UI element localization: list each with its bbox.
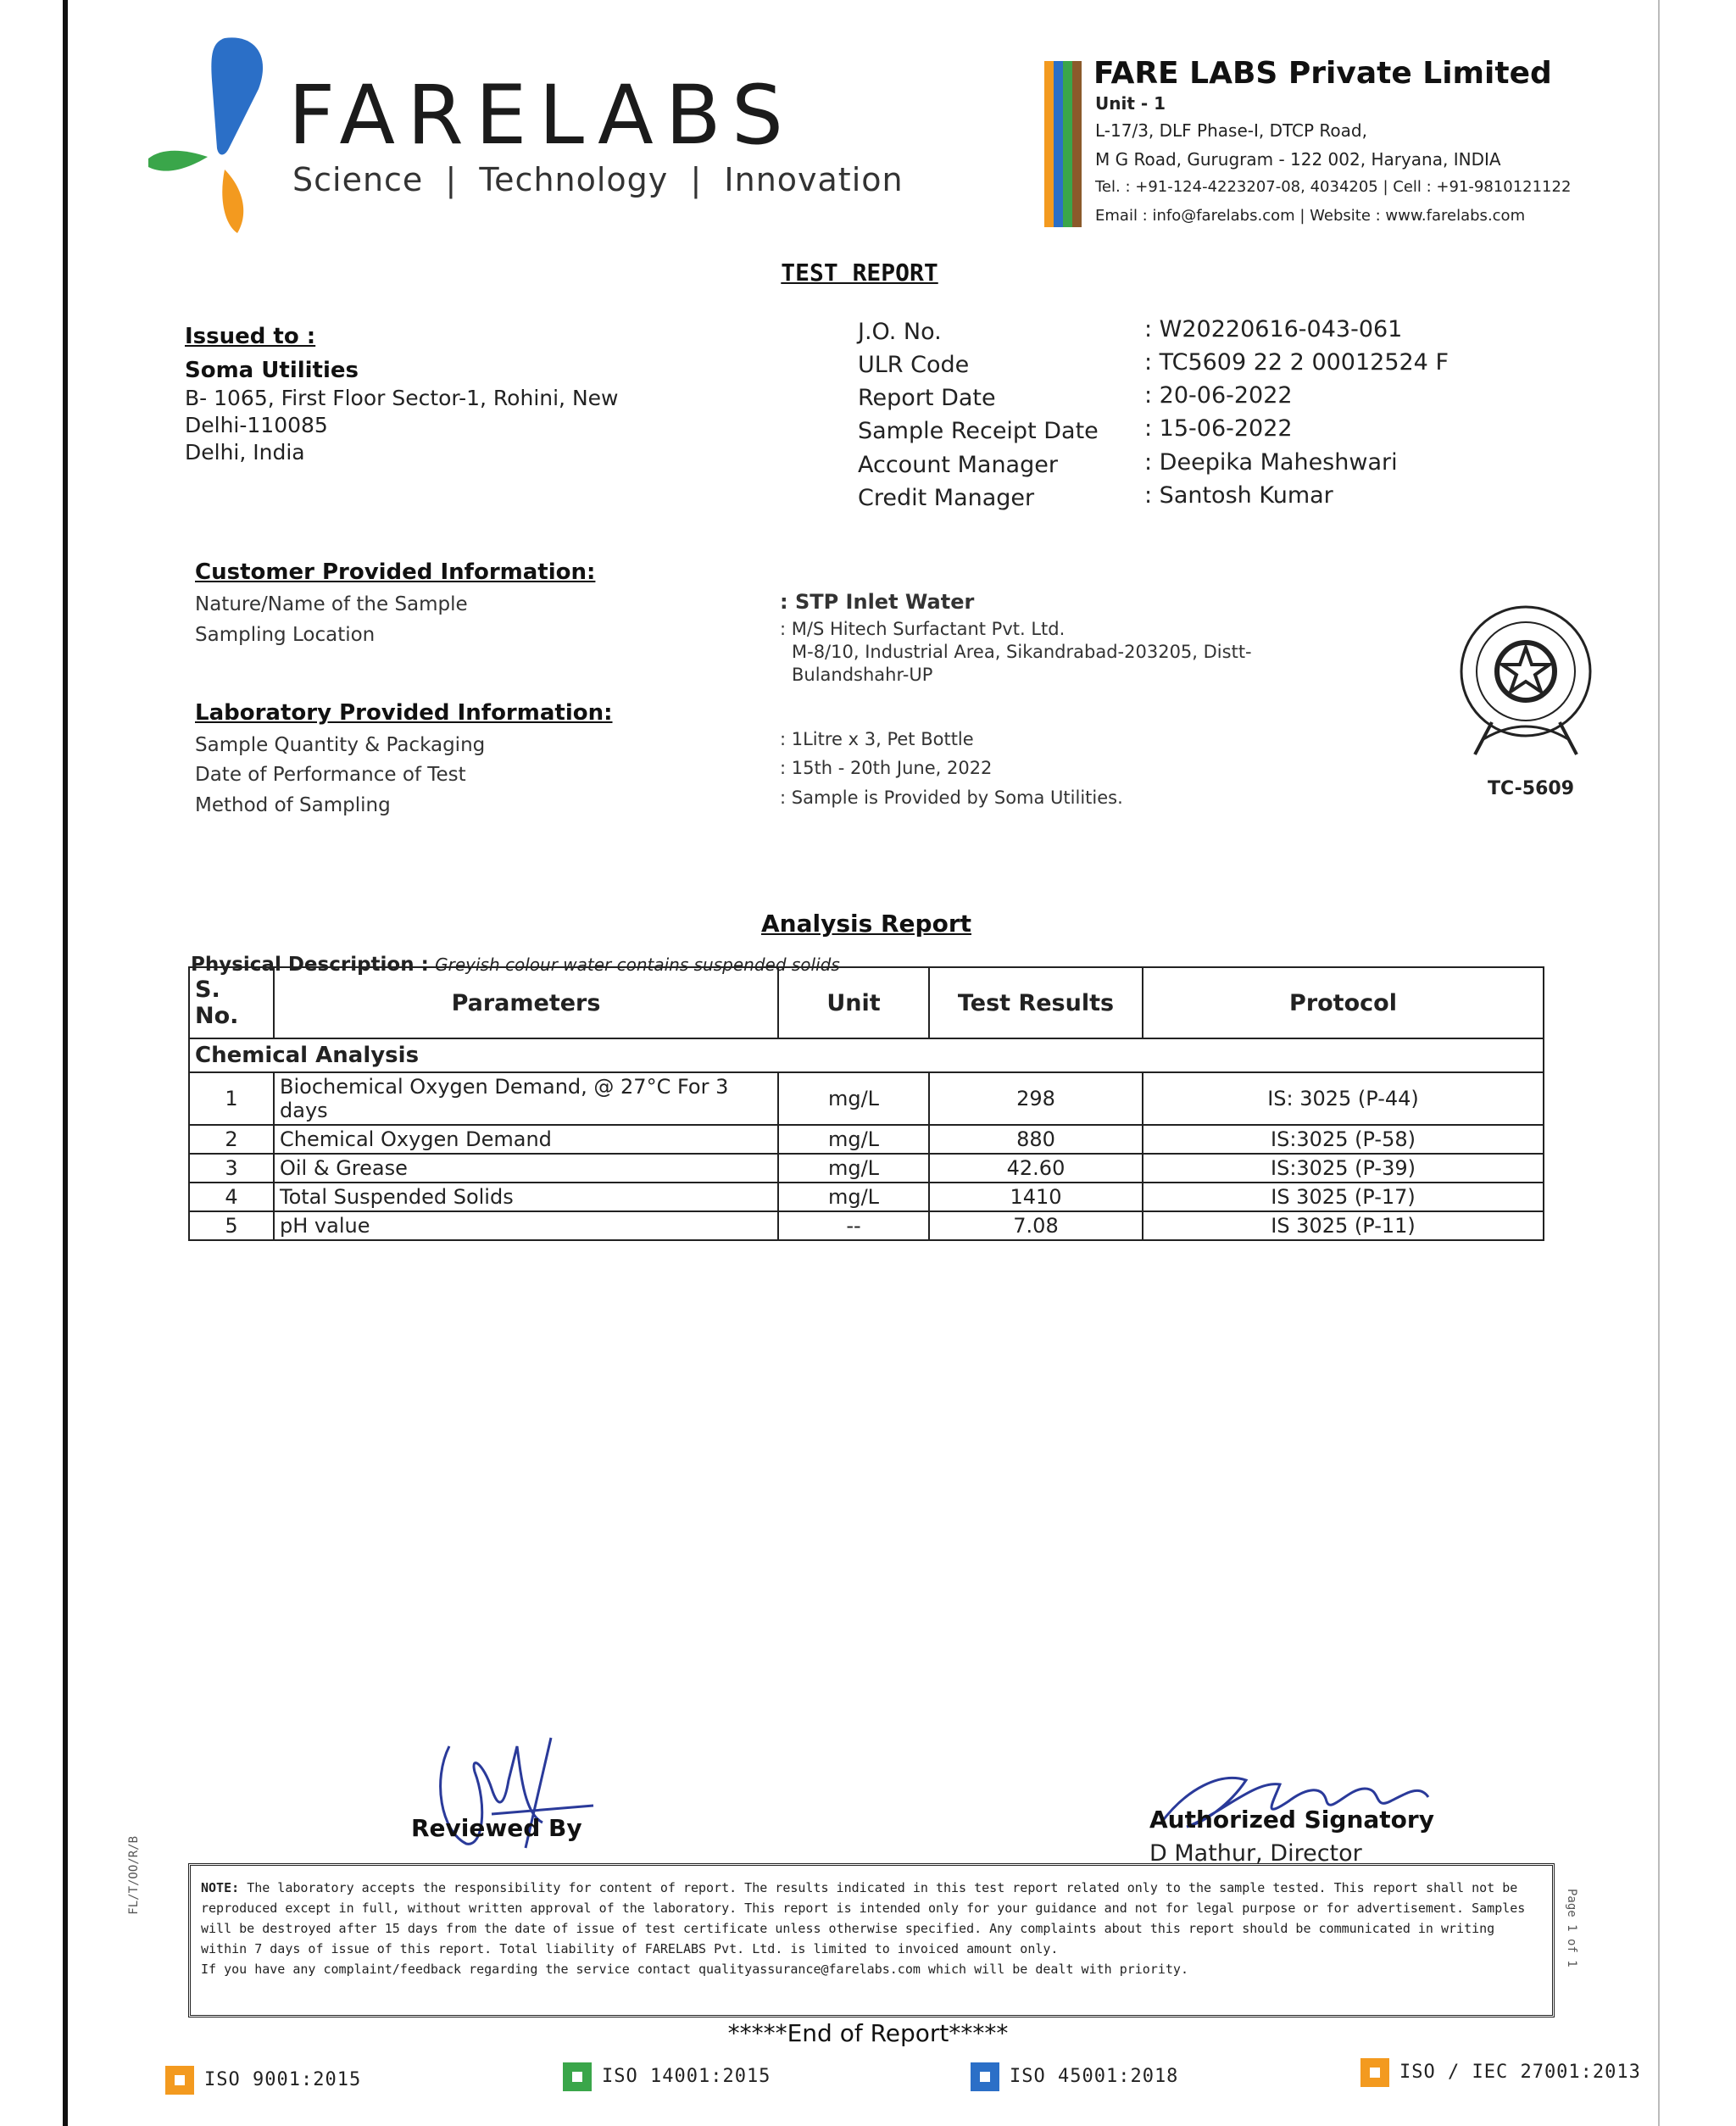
cell-result: 42.60 xyxy=(929,1154,1143,1183)
analysis-title: Analysis Report xyxy=(760,910,972,938)
brand-color-bars xyxy=(1044,61,1082,231)
issued-to-label: Issued to : xyxy=(185,324,316,349)
cert-iso-9001 xyxy=(165,2066,361,2095)
cell-protocol: IS:3025 (P-39) xyxy=(1143,1154,1544,1183)
issued-to-line-3: Delhi, India xyxy=(185,440,305,465)
sample-receipt-date-label: Sample Receipt Date xyxy=(858,418,1099,444)
cell-parameter-text: Biochemical Oxygen Demand, @ 27°C For 3 xyxy=(280,1075,729,1099)
page-marker: Page 1 of 1 xyxy=(1565,1889,1578,1967)
end-of-report: *****End of Report***** xyxy=(727,2019,1009,2047)
physical-description-value: Greyish colour water contains suspended solids xyxy=(435,954,840,975)
sampling-location-line-2: M-8/10, Industrial Area, Sikandrabad-203205, Distt- xyxy=(792,642,1252,662)
lab-info-heading: Laboratory Provided Information: xyxy=(195,700,613,726)
credit-manager-label: Credit Manager xyxy=(858,485,1035,511)
credit-manager-value: : Santosh Kumar xyxy=(1144,482,1333,509)
cell-parameter: Oil & Grease xyxy=(274,1154,778,1183)
cert-label: ISO 14001:2015 xyxy=(602,2066,771,2087)
cell-protocol: IS 3025 (P-11) xyxy=(1143,1211,1544,1240)
cert-label: ISO / IEC 27001:2013 xyxy=(1399,2062,1641,2083)
col-header-unit: Unit xyxy=(778,967,929,1038)
jo-no-value: : W20220616-043-061 xyxy=(1144,316,1403,342)
report-date-value: : 20-06-2022 xyxy=(1144,382,1293,409)
company-name: FARE LABS Private Limited xyxy=(1093,56,1552,91)
cell-result: 880 xyxy=(929,1125,1143,1154)
cell-result: 7.08 xyxy=(929,1211,1143,1240)
authorized-signatory-name: D Mathur, Director xyxy=(1149,1840,1362,1867)
sampling-location-line-3: Bulandshahr-UP xyxy=(792,665,933,685)
sample-receipt-date-value: : 15-06-2022 xyxy=(1144,415,1293,442)
note-line-5: of this report. Total liability of FARELABS Pvt. Ltd. is limited to invoiced amount only. xyxy=(376,1941,1059,1956)
table-header-row xyxy=(189,967,1544,1038)
cert-badge-icon xyxy=(165,2066,194,2095)
cell-parameter: Chemical Oxygen Demand xyxy=(274,1125,778,1154)
cell-unit: mg/L xyxy=(778,1072,929,1125)
cell-unit: -- xyxy=(778,1211,929,1240)
cert-label: ISO 45001:2018 xyxy=(1010,2066,1179,2087)
company-unit: Unit - 1 xyxy=(1095,93,1166,114)
sample-quantity-value: : 1Litre x 3, Pet Bottle xyxy=(780,729,974,749)
section-row xyxy=(189,1038,1544,1072)
note-line-4: test certificate unless otherwise specified. Any complaints about this report should be communicated in writing within 7 days of issue xyxy=(201,1921,1495,1956)
sampling-method-label: Method of Sampling xyxy=(195,794,391,816)
account-manager-label: Account Manager xyxy=(858,452,1058,478)
analysis-table xyxy=(188,966,1544,1241)
logo-wordmark: FARELABS xyxy=(288,68,795,163)
test-date-label: Date of Performance of Test xyxy=(195,764,466,786)
cell-parameter: Total Suspended Solids xyxy=(274,1183,778,1211)
cert-iso-45001 xyxy=(971,2062,1178,2091)
col-header-sno: S. No. xyxy=(189,967,274,1038)
report-title: TEST REPORT xyxy=(781,259,938,287)
cell-protocol: IS:3025 (P-58) xyxy=(1143,1125,1544,1154)
cell-unit: mg/L xyxy=(778,1183,929,1211)
note-line-2: sample tested. This report shall not be reproduced except in full, without written approval of the laboratory. This report is intended xyxy=(201,1880,1518,1916)
authorized-signatory-label: Authorized Signatory xyxy=(1149,1806,1434,1834)
col-header-parameters: Parameters xyxy=(274,967,778,1038)
cert-badge-icon xyxy=(1360,2058,1389,2087)
section-chemical-analysis: Chemical Analysis xyxy=(189,1038,1544,1072)
issued-to-name: Soma Utilities xyxy=(185,358,359,383)
cert-badge-icon xyxy=(563,2062,592,2091)
cell-sno: 3 xyxy=(189,1154,274,1183)
customer-info-heading: Customer Provided Information: xyxy=(195,559,596,585)
issued-to-line-1: B- 1065, First Floor Sector-1, Rohini, New xyxy=(185,386,619,410)
cell-unit: mg/L xyxy=(778,1154,929,1183)
reviewed-by-label: Reviewed By xyxy=(411,1814,582,1842)
table-row xyxy=(189,1154,1544,1183)
cert-iso-14001 xyxy=(563,2062,771,2091)
jo-no-label: J.O. No. xyxy=(858,319,942,345)
cell-sno: 4 xyxy=(189,1183,274,1211)
ulr-code-label: ULR Code xyxy=(858,352,970,378)
col-header-protocol: Protocol xyxy=(1143,967,1544,1038)
test-date-value: : 15th - 20th June, 2022 xyxy=(780,758,993,778)
accreditation-seal-icon xyxy=(1449,604,1602,785)
cell-sno: 1 xyxy=(189,1072,274,1125)
disclaimer-note xyxy=(188,1863,1555,2017)
company-web: Email : info@farelabs.com | Website : www.farelabs.com xyxy=(1095,207,1526,225)
company-address-2: M G Road, Gurugram - 122 002, Haryana, INDIA xyxy=(1095,149,1501,170)
company-contact: Tel. : +91-124-4223207-08, 4034205 | Cell : +91-9810121122 xyxy=(1095,178,1572,196)
cell-sno: 5 xyxy=(189,1211,274,1240)
cert-label: ISO 9001:2015 xyxy=(204,2069,362,2090)
note-line-6: If you have any complaint/feedback regarding the service contact qualityassurance@farelabs.com which will be dealt with priority. xyxy=(201,1962,1188,1977)
issued-to-line-2: Delhi-110085 xyxy=(185,413,328,437)
sampling-location-label: Sampling Location xyxy=(195,624,376,646)
note-line-1: The laboratory accepts the responsibility for content of report. The results indicated in this test report related only to the xyxy=(247,1880,1212,1895)
col-header-test-results: Test Results xyxy=(929,967,1143,1038)
cell-parameter xyxy=(274,1072,778,1125)
ulr-code-value: : TC5609 22 2 00012524 F xyxy=(1144,349,1449,376)
cell-protocol: IS 3025 (P-17) xyxy=(1143,1183,1544,1211)
seal-label: TC-5609 xyxy=(1488,778,1575,799)
cell-parameter: pH value xyxy=(274,1211,778,1240)
sampling-location-value: : M/S Hitech Surfactant Pvt. Ltd. xyxy=(780,619,1066,639)
form-code: FL/T/OO/R/B xyxy=(127,1836,141,1915)
company-address-1: L-17/3, DLF Phase-I, DTCP Road, xyxy=(1095,120,1367,141)
left-border xyxy=(63,0,68,2126)
sampling-method-value: : Sample is Provided by Soma Utilities. xyxy=(780,788,1123,808)
note-line-3: only for your guidance and not for legal purpose or for advertisement. Samples will be destroyed after 15 days from the date of issue of xyxy=(201,1901,1526,1936)
right-border xyxy=(1658,0,1660,2126)
account-manager-value: : Deepika Maheshwari xyxy=(1144,449,1398,476)
sample-name-value: : STP Inlet Water xyxy=(780,590,975,614)
cell-result: 298 xyxy=(929,1072,1143,1125)
note-label: NOTE: xyxy=(201,1880,240,1895)
cert-iso-27001 xyxy=(1360,2058,1641,2087)
sample-quantity-label: Sample Quantity & Packaging xyxy=(195,734,486,756)
sample-name-label: Nature/Name of the Sample xyxy=(195,593,468,615)
cell-sno: 2 xyxy=(189,1125,274,1154)
cert-badge-icon xyxy=(971,2062,999,2091)
table-row xyxy=(189,1072,1544,1125)
table-row xyxy=(189,1211,1544,1240)
logo-tagline: Science | Technology | Innovation xyxy=(292,161,904,198)
cell-result: 1410 xyxy=(929,1183,1143,1211)
cell-unit: mg/L xyxy=(778,1125,929,1154)
table-row xyxy=(189,1125,1544,1154)
cell-parameter-text-2: days xyxy=(280,1099,328,1122)
table-row xyxy=(189,1183,1544,1211)
physical-description-label: Physical Description : xyxy=(191,954,429,976)
farelabs-logo-icon xyxy=(144,30,297,245)
cell-protocol: IS: 3025 (P-44) xyxy=(1143,1072,1544,1125)
report-date-label: Report Date xyxy=(858,385,996,411)
